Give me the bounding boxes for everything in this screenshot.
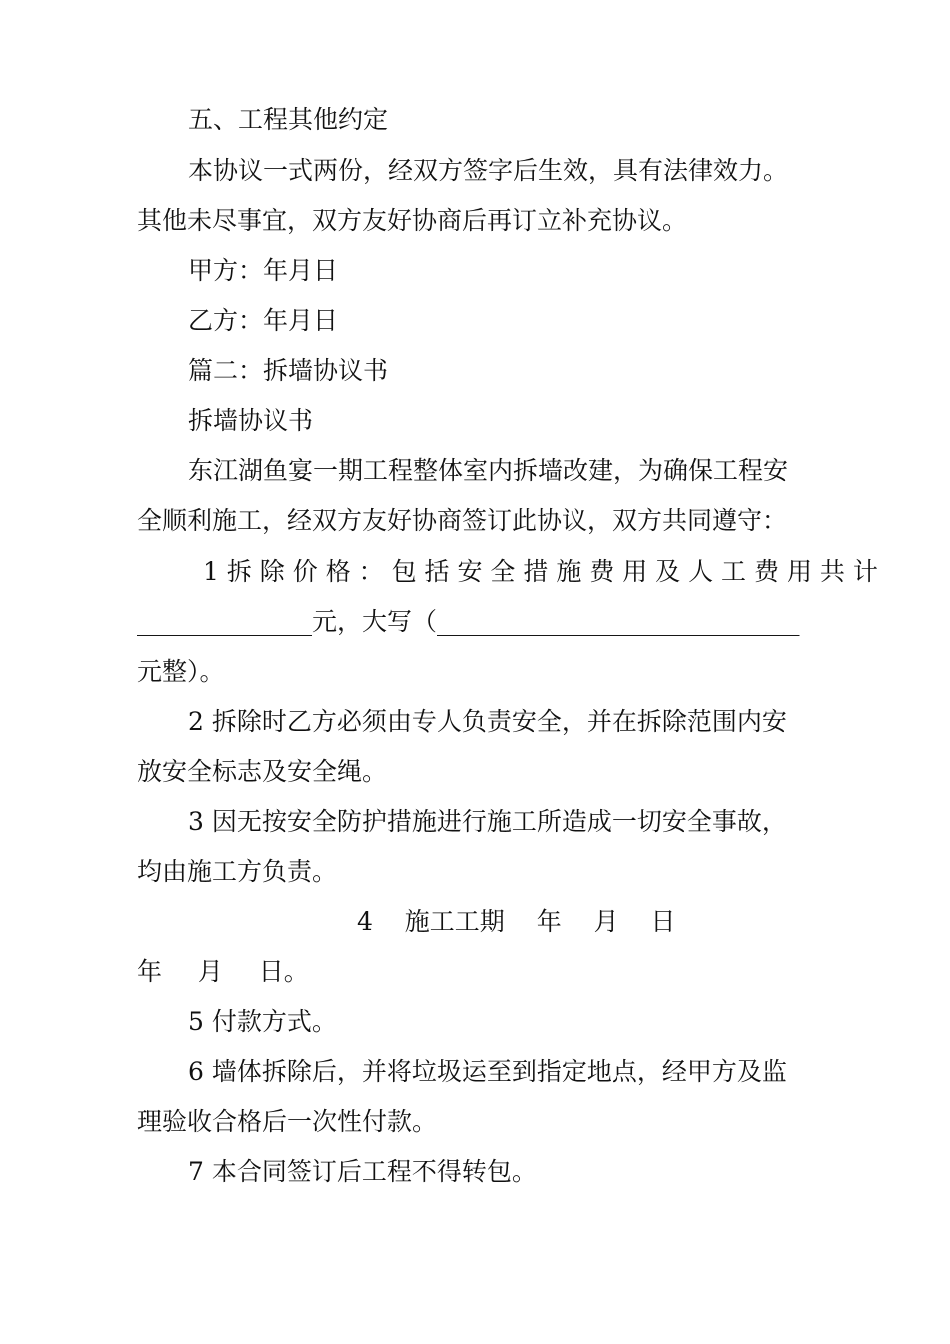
paragraph-line: 放安全标志及安全绳。 — [137, 757, 388, 786]
paragraph-line: 全顺利施工，经双方友好协商签订此协议，双方共同遵守： — [137, 506, 788, 535]
clause-4-line: 4 施工工期 年 月 日 — [357, 907, 676, 936]
paragraph-line: 其他未尽事宜，双方友好协商后再订立补充协议。 — [137, 206, 688, 235]
price-fill-line: ______________元，大写（_____________________________ — [137, 607, 800, 636]
chapter-heading: 篇二：拆墙协议书 — [188, 356, 389, 385]
clause-6-line: 6 墙体拆除后，并将垃圾运至到指定地点，经甲方及监 — [188, 1057, 787, 1086]
paragraph-line: 理验收合格后一次性付款。 — [137, 1107, 438, 1136]
paragraph-line: 年 月 日。 — [137, 957, 309, 986]
clause-3-line: 3 因无按安全防护措施进行施工所造成一切安全事故， — [188, 807, 787, 836]
document-title: 拆墙协议书 — [188, 406, 314, 435]
paragraph-line: 元整）。 — [137, 657, 225, 686]
paragraph-line: 本协议一式两份，经双方签字后生效，具有法律效力。 — [188, 156, 789, 185]
clause-2-line: 2 拆除时乙方必须由专人负责安全，并在拆除范围内安 — [188, 707, 787, 736]
party-b-line: 乙方：年月日 — [188, 306, 339, 335]
clause-1-line: 1 拆 除 价 格 ： 包 括 安 全 措 施 费 用 及 人 工 费 用 共 计 — [203, 557, 878, 586]
paragraph-line: 东江湖鱼宴一期工程整体室内拆墙改建，为确保工程安 — [188, 456, 789, 485]
section-heading: 五、工程其他约定 — [188, 105, 389, 134]
party-a-line: 甲方：年月日 — [188, 256, 339, 285]
paragraph-line: 均由施工方负责。 — [137, 857, 338, 886]
clause-5-line: 5 付款方式。 — [188, 1007, 337, 1036]
clause-7-line: 7 本合同签订后工程不得转包。 — [188, 1157, 537, 1186]
